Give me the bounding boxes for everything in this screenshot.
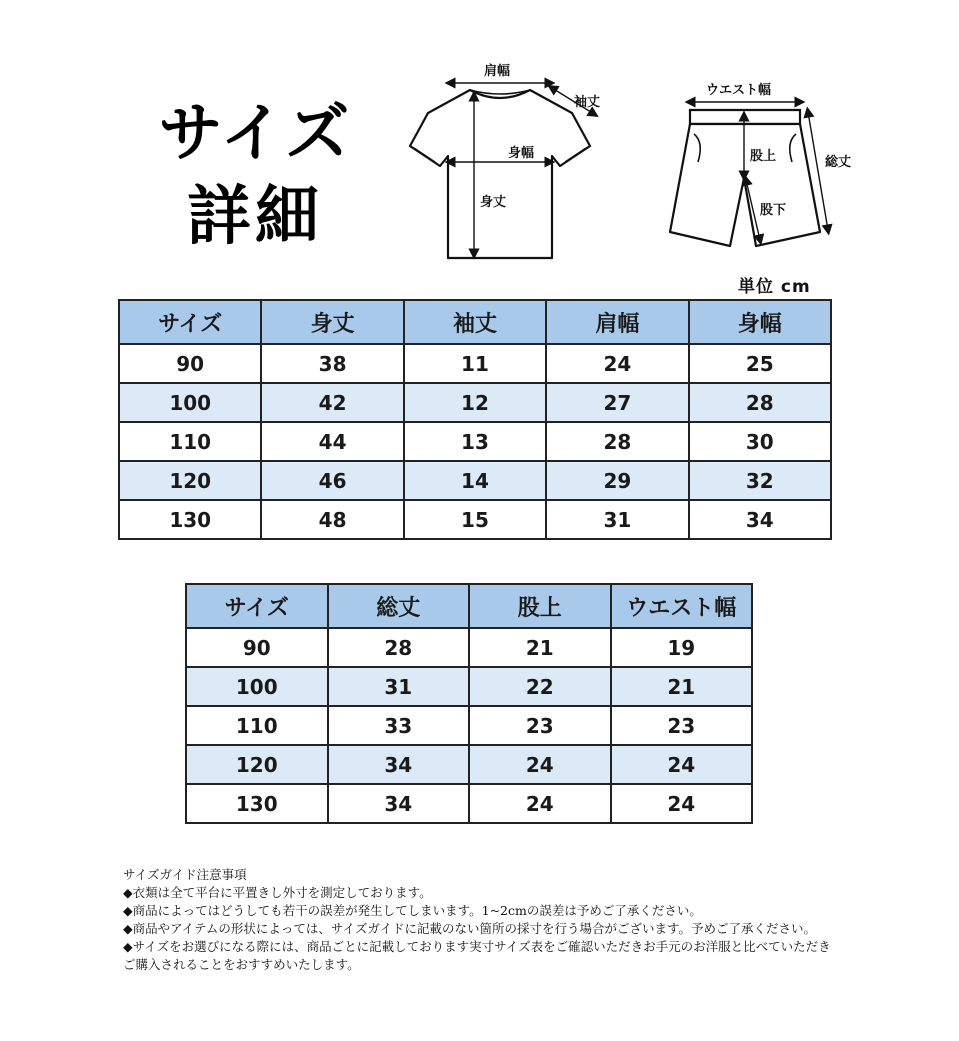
table-cell: 28 <box>328 628 470 667</box>
label-sleeve: 袖丈 <box>574 95 601 110</box>
table-cell: 44 <box>261 422 403 461</box>
label-body-width: 身幅 <box>508 146 535 161</box>
table-cell: 32 <box>689 461 831 500</box>
header-cell: サイズ <box>186 584 328 628</box>
header-cell: 総丈 <box>328 584 470 628</box>
table-cell: 13 <box>404 422 546 461</box>
table-cell: 31 <box>328 667 470 706</box>
label-total-length: 総丈 <box>825 155 852 170</box>
table-row <box>186 628 752 667</box>
table-cell: 21 <box>469 628 611 667</box>
table-cell: 12 <box>404 383 546 422</box>
note-item: ◆サイズをお選びになる際には、商品ごとに記載しております実寸サイズ表をご確認いただきお手元のお洋服と比べていただきご購入されることをおすすめいたします。 <box>123 939 831 972</box>
table-cell: 130 <box>186 784 328 823</box>
table-cell: 38 <box>261 344 403 383</box>
table-cell: 11 <box>404 344 546 383</box>
table-cell: 24 <box>611 745 753 784</box>
header-cell: サイズ <box>119 300 261 344</box>
table-cell: 90 <box>119 344 261 383</box>
note-item: ◆衣類は全て平台に平置きし外寸を測定しております。 <box>123 885 432 900</box>
table-cell: 100 <box>119 383 261 422</box>
tshirt-icon <box>400 58 620 263</box>
bottoms-size-table <box>185 583 753 824</box>
table-cell: 24 <box>611 784 753 823</box>
table-cell: 46 <box>261 461 403 500</box>
tops-size-table <box>118 299 832 540</box>
table-row <box>186 706 752 745</box>
table-cell: 120 <box>119 461 261 500</box>
table-cell: 42 <box>261 383 403 422</box>
table-cell: 33 <box>328 706 470 745</box>
table-cell: 28 <box>689 383 831 422</box>
table-row <box>119 500 831 539</box>
table-cell: 48 <box>261 500 403 539</box>
table-cell: 34 <box>689 500 831 539</box>
table-cell: 22 <box>469 667 611 706</box>
table-cell: 100 <box>186 667 328 706</box>
table-cell: 27 <box>546 383 688 422</box>
table-row <box>119 344 831 383</box>
table-header-row <box>186 584 752 628</box>
table-cell: 30 <box>689 422 831 461</box>
table-cell: 25 <box>689 344 831 383</box>
table-cell: 110 <box>186 706 328 745</box>
table-row <box>186 784 752 823</box>
note-item: ◆商品やアイテムの形状によっては、サイズガイドに記載のない箇所の採寸を行う場合がございます。予めご了承ください。 <box>123 921 816 936</box>
table-row <box>186 745 752 784</box>
size-guide-notes <box>123 866 843 974</box>
page-title-line2: 詳細 <box>187 179 323 254</box>
header-cell: ウエスト幅 <box>611 584 753 628</box>
header-cell: 股上 <box>469 584 611 628</box>
table-cell: 90 <box>186 628 328 667</box>
table-row <box>186 667 752 706</box>
table-cell: 23 <box>469 706 611 745</box>
header-cell: 身幅 <box>689 300 831 344</box>
table-cell: 24 <box>546 344 688 383</box>
label-rise: 股上 <box>750 149 777 164</box>
header-cell: 袖丈 <box>404 300 546 344</box>
header-cell: 肩幅 <box>546 300 688 344</box>
pants-icon <box>660 80 860 255</box>
table-cell: 120 <box>186 745 328 784</box>
table-cell: 24 <box>469 745 611 784</box>
table-cell: 34 <box>328 784 470 823</box>
table-row <box>119 461 831 500</box>
note-item: ◆商品によってはどうしても若干の誤差が発生してしまいます。1~2cmの誤差は予めご了承ください。 <box>123 903 702 918</box>
table-cell: 14 <box>404 461 546 500</box>
label-inseam: 股下 <box>760 203 787 218</box>
table-cell: 28 <box>546 422 688 461</box>
table-cell: 21 <box>611 667 753 706</box>
unit-label: 単位 cm <box>738 277 811 297</box>
table-cell: 130 <box>119 500 261 539</box>
page-title-line1: サイズ <box>158 96 352 171</box>
label-body-length: 身丈 <box>480 195 507 210</box>
table-cell: 23 <box>611 706 753 745</box>
label-shoulder: 肩幅 <box>484 64 511 79</box>
pants-diagram <box>660 80 860 255</box>
tshirt-diagram <box>400 58 620 263</box>
table-cell: 110 <box>119 422 261 461</box>
table-cell: 29 <box>546 461 688 500</box>
table-cell: 19 <box>611 628 753 667</box>
table-header-row <box>119 300 831 344</box>
header-cell: 身丈 <box>261 300 403 344</box>
table-row <box>119 422 831 461</box>
table-cell: 31 <box>546 500 688 539</box>
table-cell: 15 <box>404 500 546 539</box>
table-row <box>119 383 831 422</box>
table-cell: 34 <box>328 745 470 784</box>
table-cell: 24 <box>469 784 611 823</box>
notes-heading: サイズガイド注意事項 <box>123 867 247 882</box>
label-waist: ウエスト幅 <box>706 83 772 98</box>
